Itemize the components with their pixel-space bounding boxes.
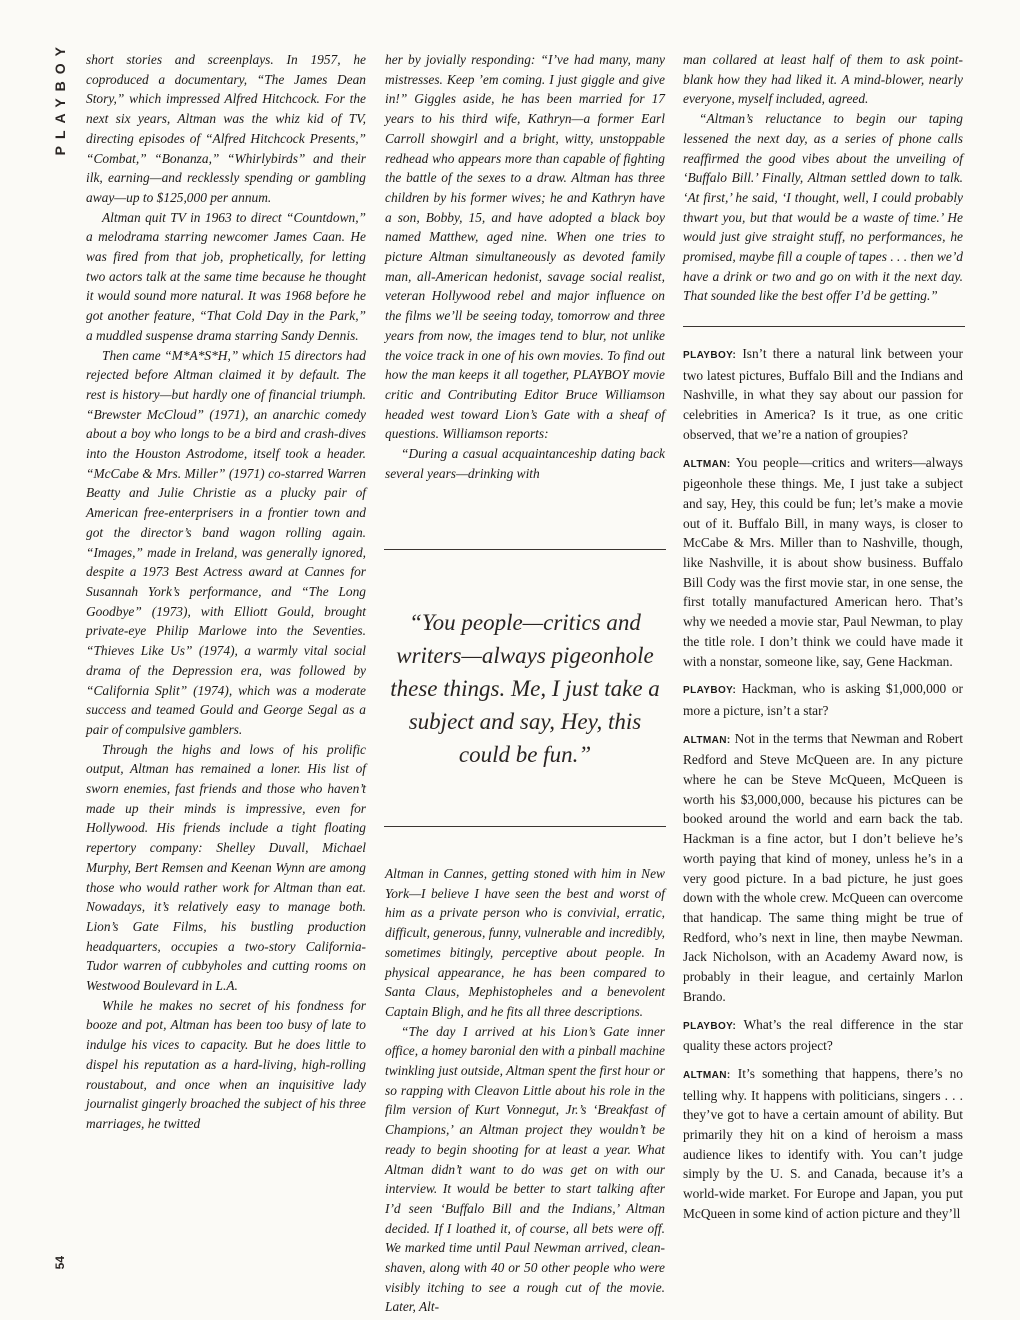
qa-text: What’s the real difference in the star quality these actors project?	[683, 1016, 963, 1054]
speaker-label: ALTMAN:	[683, 458, 731, 470]
speaker-label: ALTMAN:	[683, 1069, 731, 1081]
pull-quote	[384, 549, 666, 827]
paragraph: man collared at least half of them to ask point-blank how they had liked it. A mind-blower, nearly everyone, myself included, agreed.	[683, 52, 963, 107]
paragraph: “Altman’s reluctance to begin our taping lessened the next day, as a series of phone calls reaffirmed the good vibes about the unveiling of ‘Buffalo Bill.’ Finally, Altman settled down to talk. ‘At first,’ he said, ‘I thought, well, I could probably thwart you, but that would be a waste of time.’ He would just give straight stuff, no performances, he promised, maybe fill a couple of tapes . . . then we’d have a drink or two and go on with it the next day. That sounded like the best offer I’d be getting.”	[683, 111, 963, 304]
speaker-label: PLAYBOY:	[683, 685, 737, 697]
speaker-label: PLAYBOY:	[683, 1020, 737, 1032]
qa-text: Hackman, who is asking $1,000,000 or more a picture, isn’t a star?	[683, 681, 963, 718]
qa-text: Not in the terms that Newman and Robert Redford and Steve McQueen are. In any picture where he can be Steve McQueen, McQueen is worth his $3,000,000, because his pictures can be booked around the world and earn back the tab. Hackman is a fine actor, but I don’t believe he’s worth paying that kind of money, unless he’s in a very good picture. In a bad picture, he just goes down with the whole crew. McQueen can overcome that handicap. The same thing might be true of Redford, who’s next in line, then maybe Newman. Jack Nicholson, with an Academy Award now, is probably in their league, and certainly Marlon Brando.	[683, 730, 963, 1004]
qa-item	[683, 729, 963, 1007]
paragraph: “The day I arrived at his Lion’s Gate inner office, a homey baronial den with a pinball machine twinkling just outside, Altman spent the first hour or so rapping with Cleavon Little about his role in the film version of Kurt Vonnegut, Jr.’s ‘Breakfast of Champions,’ an Altman project they wouldn’t be ready to begin shooting for at least a year. What Altman didn’t want to do was get on with our interview. It would be better to start talking after I’d seen ‘Buffalo Bill and the Indians,’ Altman decided. If I loathed it, of course, all bets were off. We marked time until Paul Newman arrived, clean-shaven, along with 40 or 50 other people who were visibly itching to see a rough cut of the movie. Later, Alt-	[385, 1023, 665, 1315]
column-3	[683, 50, 963, 306]
qa-item	[683, 1015, 963, 1056]
paragraph: Altman quit TV in 1963 to direct “Countdown,” a melodrama starring newcomer James Caan. He was fired from that job, prophetically, for letting two actors talk at the same time because he thought it would sound more natural. It was 1968 before he got another feature, “That Cold Day in the Park,” a muddled suspense drama starring Sandy Dennis.	[86, 209, 366, 343]
qa-item	[683, 344, 963, 445]
paragraph: While he makes no secret of his fondness for booze and pot, Altman has been too busy of late to indulge his vices to capacity. But he does little to dispel his reputation as a hard-living, high-rolling roustabout, and once when an inquisitive lady journalist gingerly broached the subject of his three marriages, he twitted	[86, 997, 366, 1131]
page-number: 54	[53, 1256, 67, 1270]
qa-item	[683, 1064, 963, 1224]
speaker-label: PLAYBOY:	[683, 350, 737, 361]
qa-text: It’s something that happens, there’s no telling why. It happens with politicians, singers . . . they’ve got to have a certain amount of ability. But primarily they hit on a kind of heroism a mass audience likes to identify with. You can’t judge simply by the U. S. and Canada, because it’s a world-wide market. For Europe and Japan, you put McQueen in some kind of action picture and they’ll	[683, 1065, 963, 1221]
paragraph: “During a casual acquaintanceship dating back several years—drinking with	[385, 446, 665, 481]
column-2-continued	[385, 864, 665, 1317]
speaker-label: ALTMAN:	[683, 734, 731, 746]
paragraph: Altman in Cannes, getting stoned with him in New York—I believe I have seen the best and worst of him as a private person who is convivial, erratic, difficult, generous, funny, vulnerable and incredibly, sometimes bitingly, perceptive about people. In physical appearance, he has been compared to Santa Claus, Mephistopheles and a benevolent Captain Bligh, and he fits all three descriptions.	[385, 866, 665, 1019]
interview-qa	[683, 336, 963, 1224]
qa-item	[683, 453, 963, 672]
qa-item	[683, 679, 963, 720]
pull-quote-text: “You people—critics and writers—always pigeonhole these things. Me, I just take a subject and say, Hey, this could be fun.”	[390, 609, 660, 767]
paragraph: short stories and screenplays. In 1957, he coproduced a documentary, “The James Dean Story,” which impressed Alfred Hitchcock. For the next six years, Altman was the whiz kid of TV, directing episodes of “Alfred Hitchcock Presents,” “Combat,” “Bonanza,” “Whirlybirds” and their ilk, earning—and recklessly spending or gambling away—up to $125,000 per annum.	[86, 52, 366, 205]
qa-text: You people—critics and writers—always pigeonhole these things. Me, I just take a subject and say, Hey, this could be fun; let’s make a movie out of it. Buffalo Bill, in many ways, is closer to McCabe & Mrs. Miller than to Nashville, though, like Nashville, it is about show business. Buffalo Bill Cody was the first movie star, in one sense, the first totally manufactured American hero. That’s why we needed a movie star, Paul Newman, to play the title role. I don’t think we could have made it with a nonstar, someone like, say, Gene Hackman.	[683, 454, 963, 669]
paragraph: Through the highs and lows of his prolific output, Altman has remained a loner. His list of sworn enemies, fast friends and those who haven’t made up their minds is impressive, even for Hollywood. His friends include a tight floating repertory company: Shelley Duvall, Michael Murphy, Bert Remsen and Keenan Wynn are among those who would rather work for Altman than eat. Nowadays, it’s relatively easy to manage both. Lion’s Gate Films, his bustling production headquarters, occupies a two-story California-Tudor warren of cubbyholes and cutting rooms on Westwood Boulevard in L.A.	[86, 741, 366, 994]
column-1	[86, 50, 366, 1134]
paragraph: Then came “M*A*S*H,” which 15 directors had rejected before Altman claimed it by default. The rest is history—but hardly one of financial triumph. “Brewster McCloud” (1971), an anarchic comedy about a boy who longs to be a bird and crash-dives into the Houston Astrodome, itself took a header. “McCabe & Mrs. Miller” (1971) co-starred Warren Beatty and Julie Christie as a plucky pair of American free-enterprisers in a frontier town and got the director’s band wagon rolling again. “Images,” made in Ireland, was generally ignored, despite a 1973 Best Actress award at Cannes for Susannah York’s performance, and “The Long Goodbye” (1973), with Elliott Gould, brought private-eye Philip Marlowe into the Seventies. “Thieves Like Us” (1974), a warmly vital social drama of the Depression era, was followed by “California Split” (1974), which was a moderate success and teamed Gould and George Segal as a pair of compulsive gamblers.	[86, 347, 366, 737]
qa-text: Isn’t there a natural link between your two latest pictures, Buffalo Bill and the Indians and Nashville, in what they say about our passion for celebrities in America? Is it true, as one critic observed, that we’re a nation of groupies?	[683, 346, 963, 442]
column-2	[385, 50, 665, 483]
paragraph: her by jovially responding: “I’ve had many, many mistresses. Keep ’em coming. I just giggle and give in!” Giggles aside, he has been married for 17 years to his third wife, Kathryn—a former Earl Carroll showgirl and a bright, witty, unstoppable redhead who appears more than capable of fighting the battle of the sexes to a draw. Altman has three children by his former wives; he and Kathryn have a son, Bobby, 15, and have adopted a black boy named Matthew, aged nine. When one tries to picture Altman simultaneously as devoted family man, all-American hedonist, savage social realist, veteran Hollywood rebel and major influence on the films we’ll be seeing today, tomorrow and three years from now, the images tend to blur, not unlike the voice track in one of his own movies. To find out how the man keeps it all together, PLAYBOY movie critic and Contributing Editor Bruce Williamson headed west toward Lion’s Gate with a sheaf of questions. Williamson reports:	[385, 52, 665, 442]
section-divider	[683, 326, 965, 327]
magazine-name: PLAYBOY	[52, 40, 68, 156]
